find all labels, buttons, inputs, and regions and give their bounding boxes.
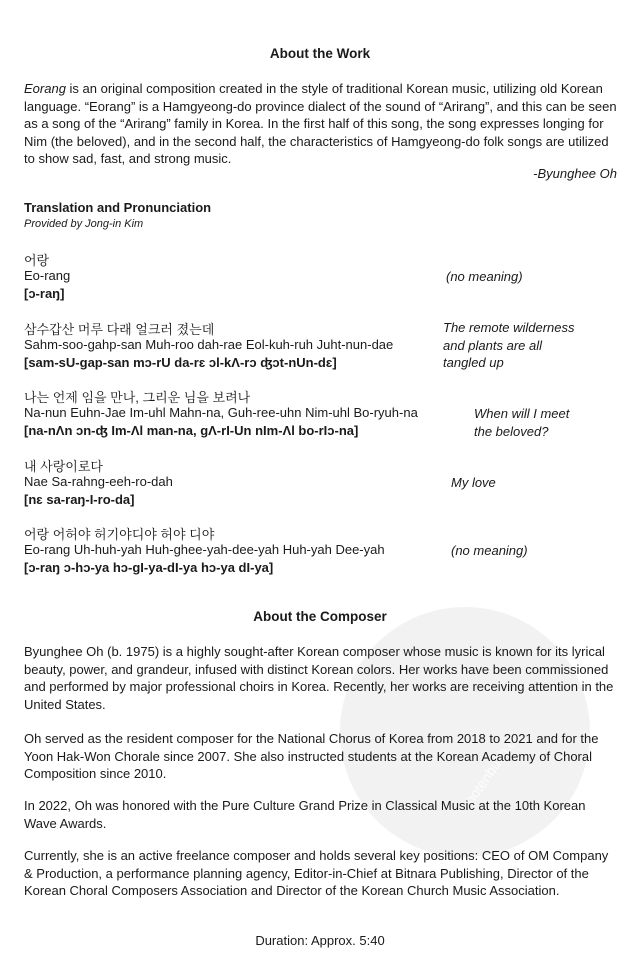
stanza-3-english-line: When will I meet — [474, 406, 570, 421]
stanza-1-english: (no meaning) — [446, 269, 523, 284]
stanza-1-ipa: [ɔ-raŋ] — [24, 286, 65, 301]
about-work-paragraph — [24, 80, 620, 168]
stanza-5-english: (no meaning) — [451, 543, 528, 558]
stanza-4-english: My love — [451, 475, 496, 490]
stanza-5-korean: 어랑 어허야 허기야디야 허야 디야 — [24, 527, 215, 542]
stanza-4-romanized: Nae Sa-rahng-eeh-ro-dah — [24, 474, 173, 489]
composer-paragraph: Currently, she is an active freelance composer and holds several key positions: CEO of OM Company & Production, a performance planning agency, Editor-in-Chief at Bitnara Publishing, Director of the Korean Choral Composers Association and Director of the Korean Church Music Association. — [24, 848, 609, 898]
stanza-2-english-line: The remote wilderness — [443, 320, 575, 335]
work-title: Eorang — [24, 81, 66, 96]
stanza-2-romanized: Sahm-soo-gahp-san Muh-roo dah-rae Eol-kuh-ruh Juht-nun-dae — [24, 337, 394, 352]
stanza-2-ipa: [sam-sU-gap-san mɔ-rU da-rɛ ɔl-kΛ-rɔ ʤɔt-nUn-dɛ] — [24, 355, 337, 370]
composer-paragraph: Oh served as the resident composer for the National Chorus of Korea from 2018 to 2021 and for the Yoon Hak-Won Chorale since 2007. She also instructed students at the Korean Academy of Choral Composition since 2010. — [24, 731, 599, 781]
stanza-3-english-line: the beloved? — [474, 423, 549, 439]
about-work-body: is an original composition created in the style of traditional Korean music, utilizing old Korean language. “Eorang” is a Hamgyeong-do province dialect of the sound of “Arirang”, and this can be seen as a song of the “Arirang” family in Korea. In the first half of this song, the song expresses longing for Nim (the beloved), and in the second half, the characteristics of Hamgyeong-do folk songs are utilized to show sad, fast, and strong music. — [24, 81, 617, 166]
stanza-3-english — [474, 405, 569, 440]
stanza-4-korean: 내 사랑이로다 — [24, 459, 103, 474]
stanza-2-english-line: tangled up — [443, 355, 504, 370]
stanza-1-korean: 어랑 — [24, 253, 50, 268]
signature: -Byunghee Oh — [533, 166, 617, 181]
watermark-text: notenbuch.de — [461, 728, 524, 808]
stanza-5-ipa: [ɔ-raŋ ɔ-hɔ-ya hɔ-gI-ya-dI-ya hɔ-ya dI-ya] — [24, 560, 274, 575]
translation-credit: Provided by Jong-in Kim — [24, 218, 144, 230]
stanza-4-ipa: [nɛ sa-raŋ-I-ro-da] — [24, 492, 135, 507]
about-work-heading: About the Work — [269, 46, 371, 61]
composer-paragraph: Byunghee Oh (b. 1975) is a highly sought-after Korean composer whose music is known for its lyrical beauty, power, and grandeur, infused with distinct Korean colors. Her works have been commissioned and performed by major professional choirs in Korea. Recently, her works are receiving attention in the United States. — [24, 644, 614, 712]
composer-paragraph: In 2022, Oh was honored with the Pure Culture Grand Prize in Classical Music at the 10th Korean Wave Awards. — [24, 798, 586, 831]
stanza-2-korean: 삼수갑산 머루 다래 얼크러 졌는데 — [24, 322, 215, 337]
translation-heading: Translation and Pronunciation — [24, 200, 212, 215]
stanza-3-korean: 나는 언제 임을 만나, 그리운 님을 보려나 — [24, 390, 251, 405]
stanza-1-romanized: Eo-rang — [24, 268, 71, 283]
stanza-3-ipa: [na-nΛn ɔn-ʤ Im-Λl man-na, gΛ-rI-Un nIm-Λl bo-rIɔ-na] — [24, 423, 359, 438]
stanza-5-romanized: Eo-rang Uh-huh-yah Huh-ghee-yah-dee-yah Huh-yah Dee-yah — [24, 542, 385, 557]
stanza-2-english — [443, 319, 575, 372]
stanza-3-romanized: Na-nun Euhn-Jae Im-uhl Mahn-na, Guh-ree-uhn Nim-uhl Bo-ryuh-na — [24, 405, 418, 420]
stanza-2-english-line: and plants are all — [443, 337, 543, 353]
duration: Duration: Approx. 5:40 — [255, 933, 385, 948]
about-composer-heading: About the Composer — [253, 609, 387, 624]
